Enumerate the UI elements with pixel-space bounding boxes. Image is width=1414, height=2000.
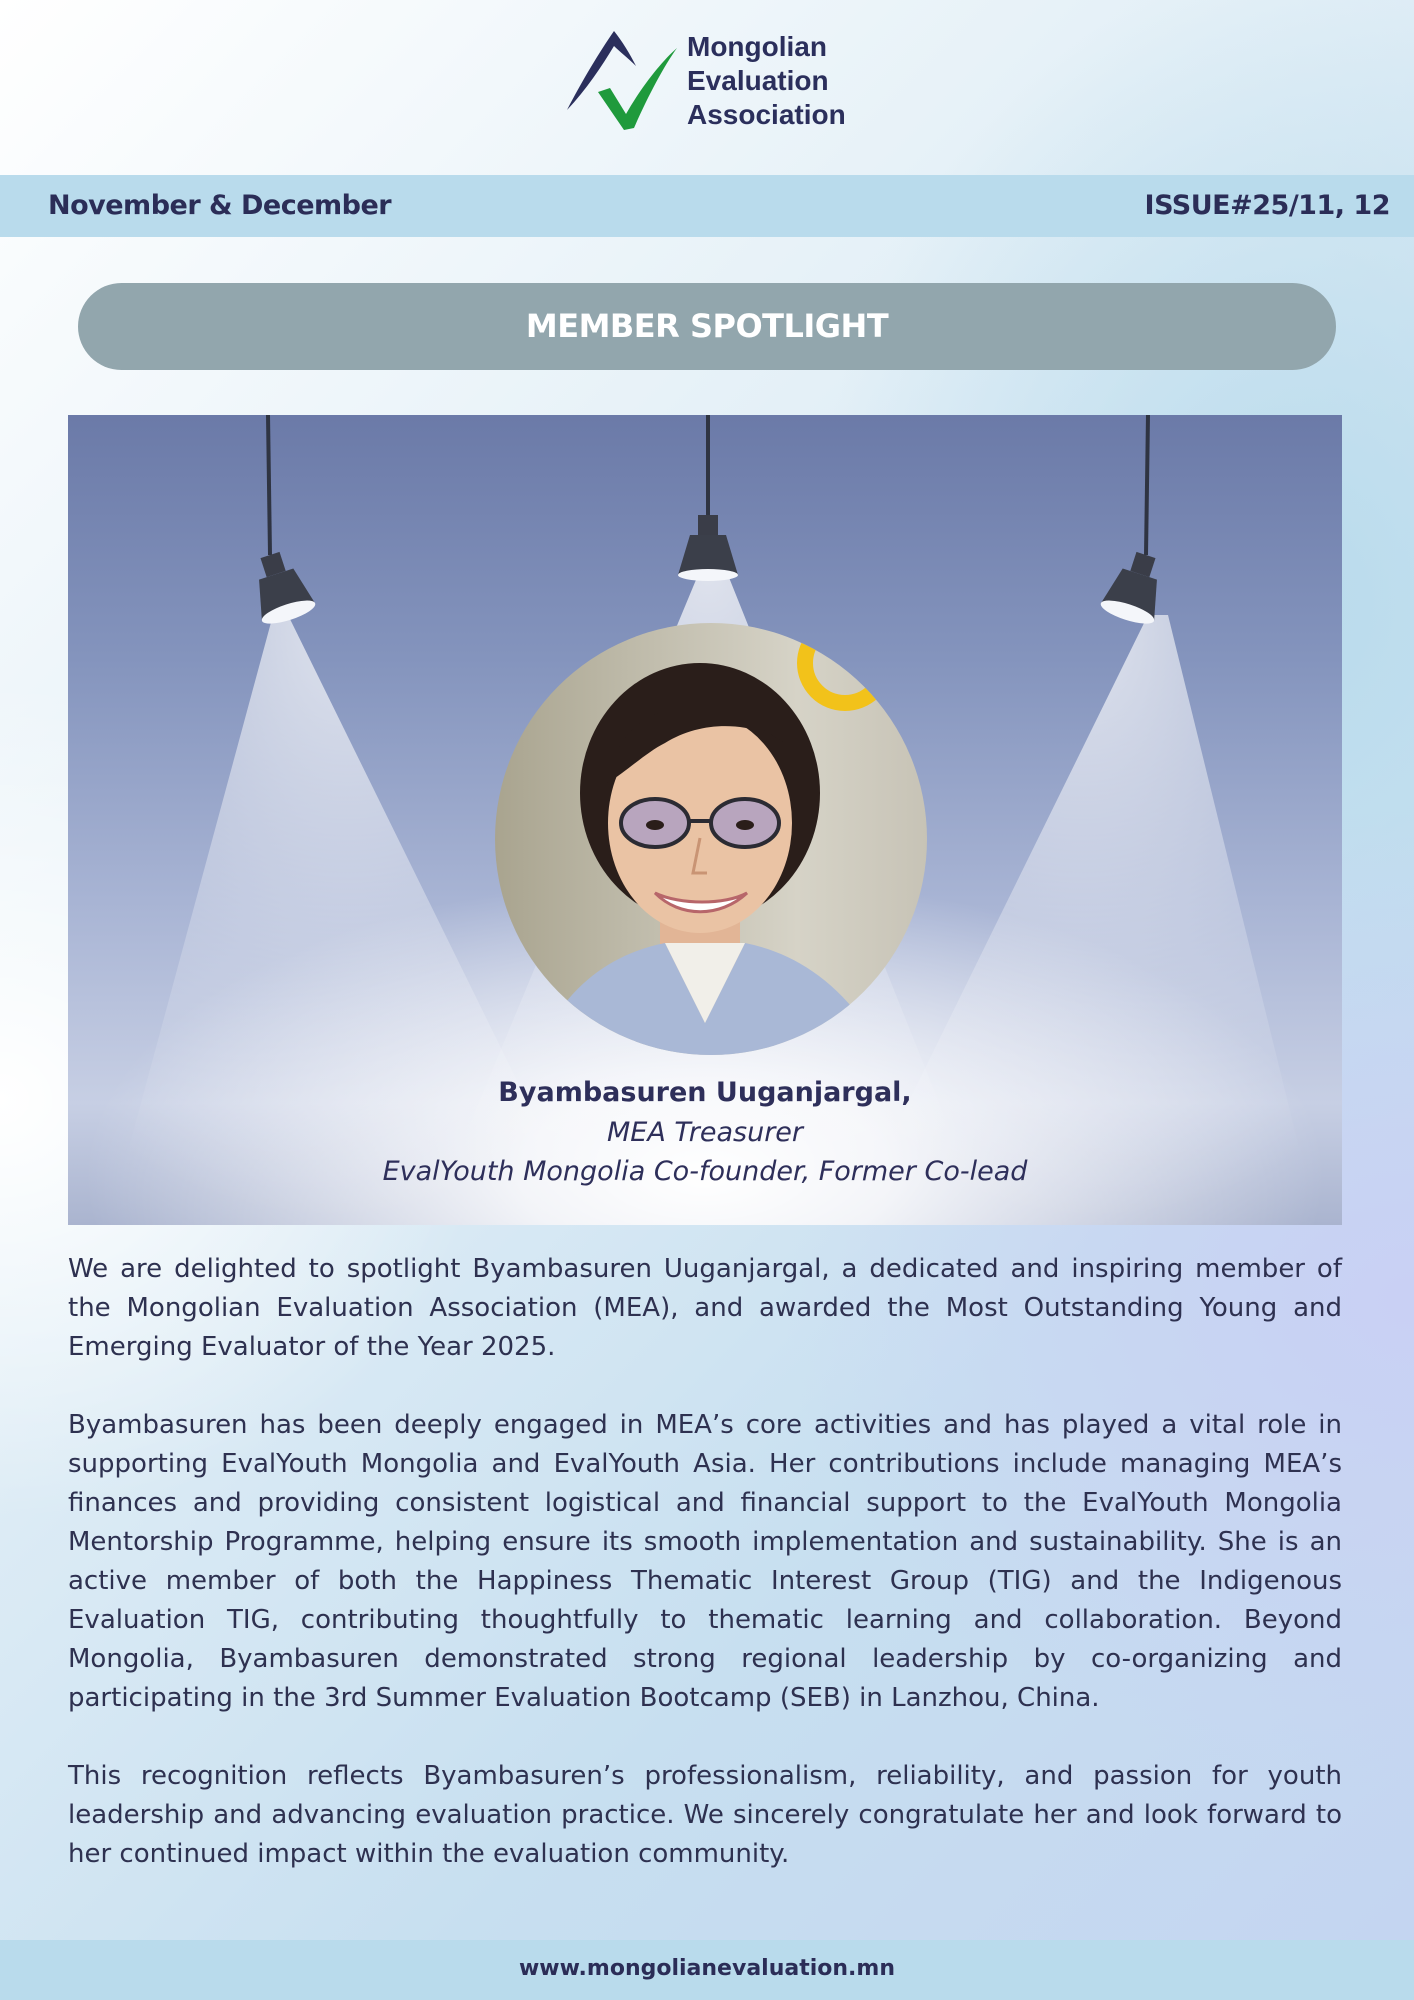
article-paragraph-3: This recognition reflects Byambasuren’s professionalism, reliability, and passion for youth leadership and advancing evaluation practice. We sincerely congratulate her and look forward to her continued impact within the evaluation community. [68, 1761, 1342, 1869]
mea-logo [562, 26, 862, 136]
mea-checkmark-logo-icon [562, 26, 682, 136]
article-paragraph-2: Byambasuren has been deeply engaged in MEA’s core activities and has played a vital role in supporting EvalYouth Mongolia and EvalYouth Asia. Her contributions include managing MEA’s finances and providing consistent logistical and financial support to the EvalYouth Mongolia Mentorship Programme, helping ensure its smooth implementation and sustainability. She is an active member of both the Happiness Thematic Interest Group (TIG) and the Indigenous Evaluation TIG, contributing thoughtfully to thematic learning and collaboration. Beyond Mongolia, Byambasuren demonstrated strong regional leadership by co-organizing and participating in the 3rd Summer Evaluation Bootcamp (SEB) in Lanzhou, China. [68, 1410, 1342, 1713]
issue-date: November & December [48, 190, 392, 221]
logo-line-1: Mongolian [687, 31, 827, 62]
logo-line-3: Association [687, 99, 846, 130]
section-title-pill [78, 283, 1336, 370]
website-link[interactable]: www.mongolianevaluation.mn [518, 1956, 895, 1981]
article-paragraph-1: We are delighted to spotlight Byambasuren Uuganjargal, a dedicated and inspiring member of the Mongolian Evaluation Association (MEA), and awarded the Most Outstanding Young and Emerging Evaluator of the Year 2025. [68, 1254, 1342, 1362]
member-role-primary: MEA Treasurer [606, 1117, 804, 1148]
member-portrait [495, 623, 927, 1055]
issue-number: ISSUE#25/11, 12 [1144, 190, 1390, 221]
member-name: Byambasuren Uuganjargal, [498, 1077, 912, 1108]
footer-band [0, 1940, 1414, 2000]
member-role-secondary: EvalYouth Mongolia Co-founder, Former Co-lead [382, 1156, 1028, 1187]
section-title: MEMBER SPOTLIGHT [525, 307, 889, 345]
header-band [0, 175, 1414, 237]
spotlight-hero-image [68, 415, 1342, 1225]
logo-line-2: Evaluation [687, 65, 829, 96]
member-portrait-illustration [495, 623, 927, 1055]
logo-wordmark [687, 30, 846, 132]
